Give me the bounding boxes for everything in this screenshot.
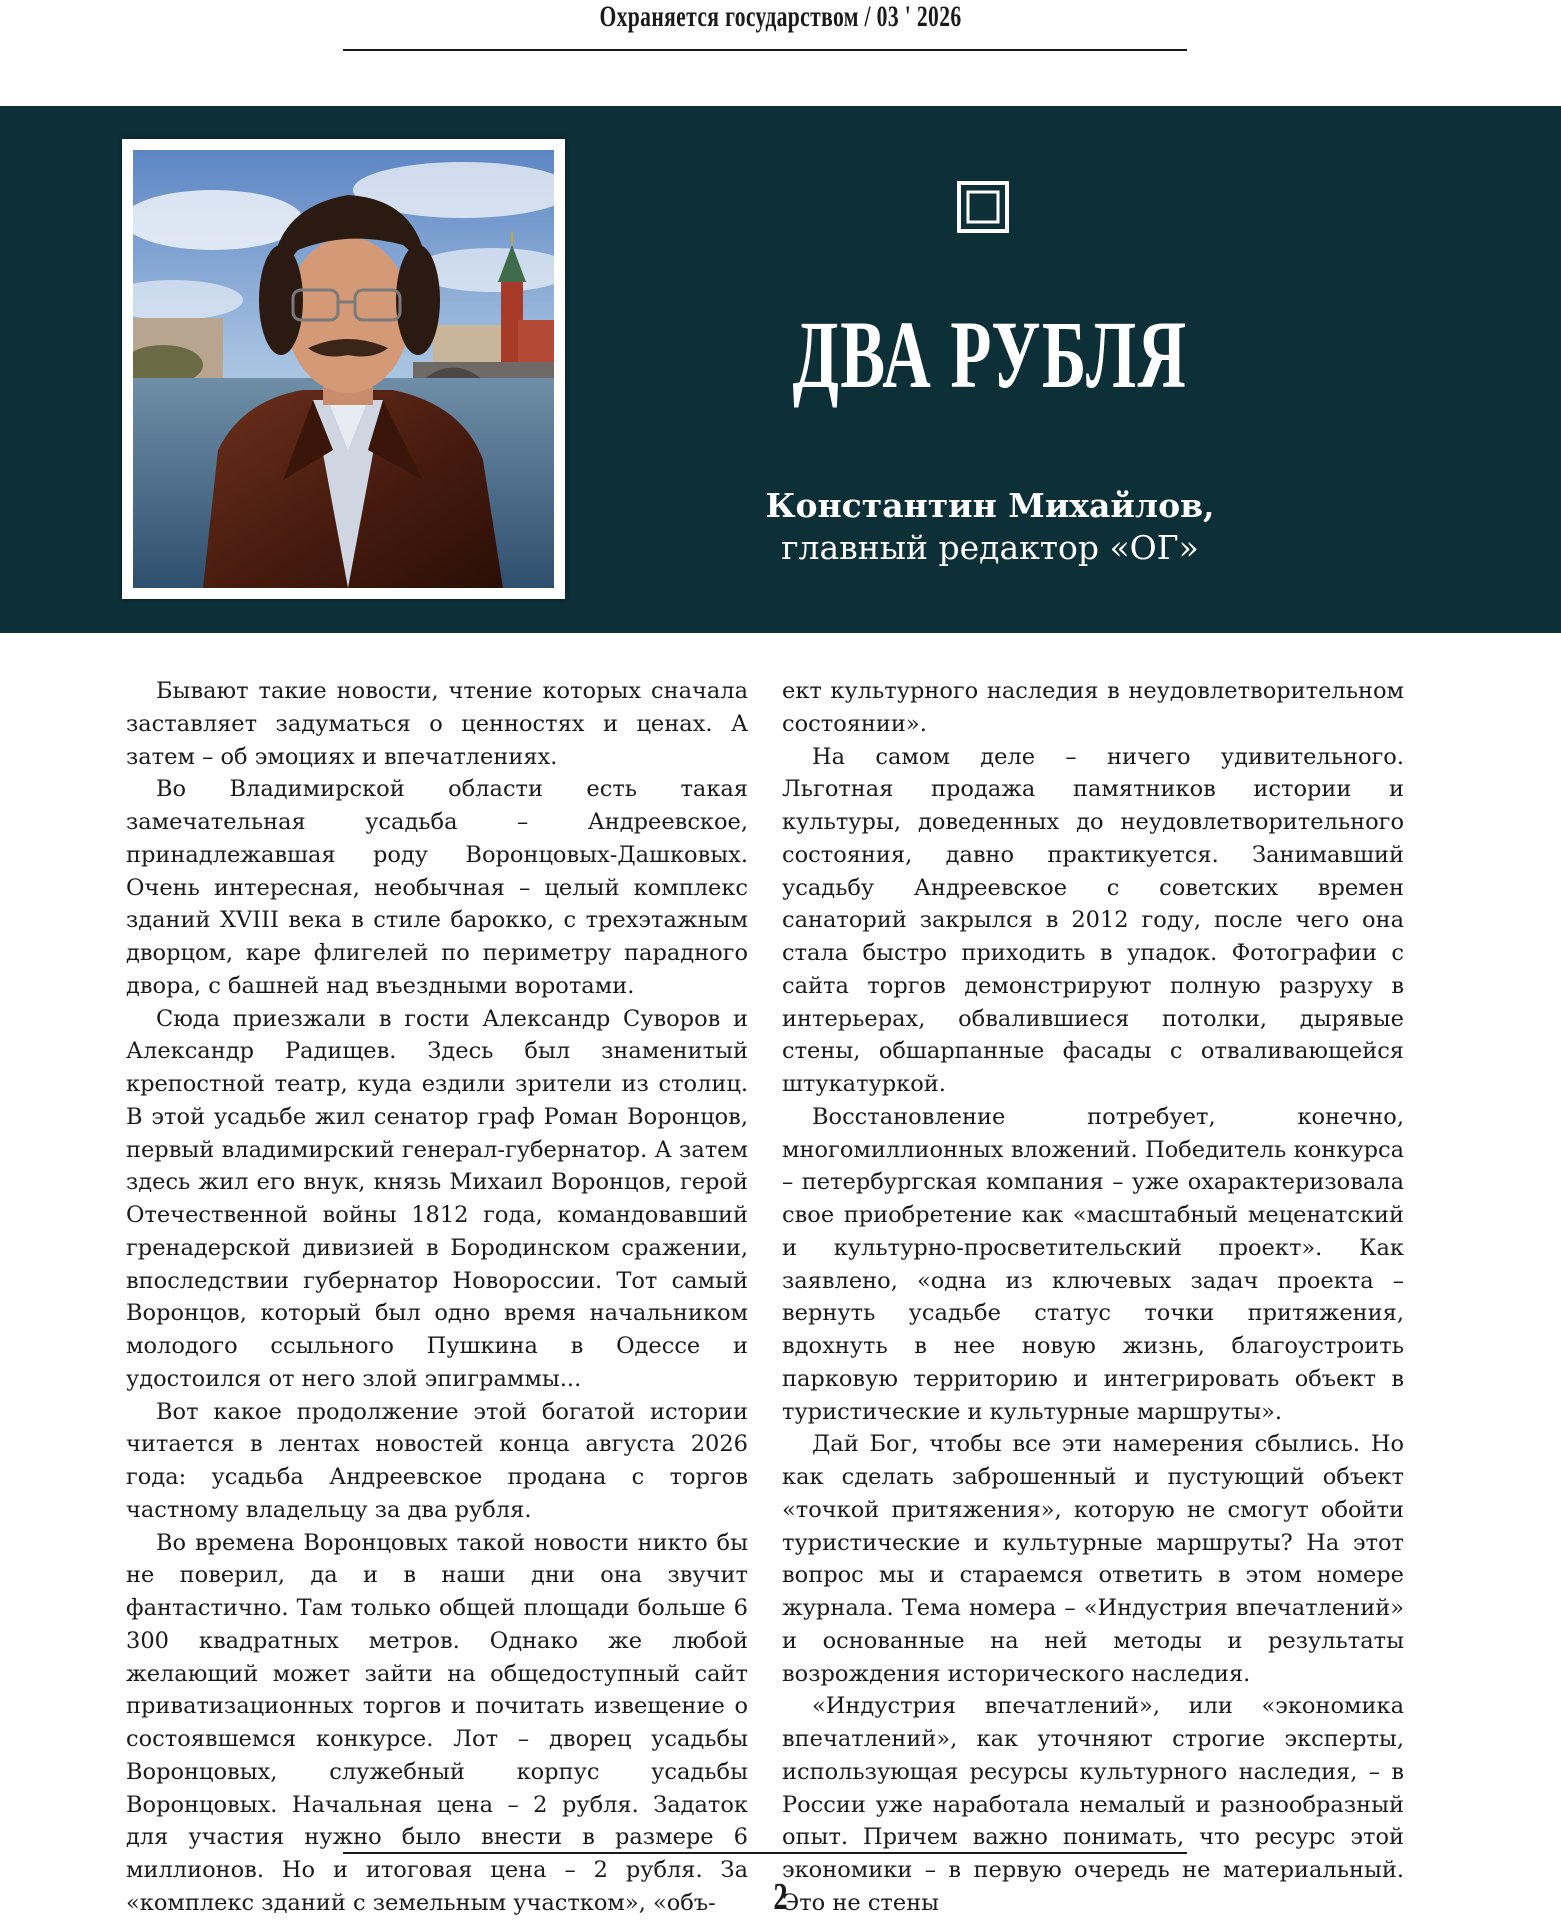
article-title: ДВА РУБЛЯ xyxy=(792,301,1188,408)
paragraph-continuation: ект культурного наследия в неудовлетворительном состоянии». xyxy=(782,678,1404,737)
article-column-left xyxy=(126,675,748,1920)
article-column-right xyxy=(782,675,1404,1920)
author-photo-frame xyxy=(122,139,565,599)
square-frame-icon xyxy=(957,181,1009,233)
author-name: Константин Михайлов, xyxy=(765,486,1215,525)
paragraph: Вот какое продолжение этой богатой истории читается в лентах новостей конца августа 2026 года: усадьба Андреевское продана с торгов частному владельцу за два рубля. xyxy=(126,1398,748,1523)
author-photo xyxy=(133,150,554,588)
author-role: главный редактор «ОГ» xyxy=(781,528,1199,567)
footer-rule xyxy=(343,1852,1187,1854)
running-head: Охраняется государством / 03 ' 2026 xyxy=(599,0,962,33)
paragraph: Во времена Воронцовых такой новости никто бы не поверил, да и в наши дни она звучит фантастично. Там только общей площади больше 6 300 квадратных метров. Однако же любой желающий может зайти на общедоступный сайт приватизационных торгов и почитать извещение о состоявшемся конкурсе. Лот – дворец усадьбы Воронцовых, служебный корпус усадьбы Воронцовых. Начальная цена – 2 рубля. Задаток для участия нужно было внести в размере 6 миллионов. Но и итоговая цена – 2 рубля. За «комплекс зданий с земельным участком», «объ- xyxy=(126,1529,748,1916)
paragraph: Сюда приезжали в гости Александр Суворов и Александр Радищев. Здесь был знаменитый крепостной театр, куда ездили зрители из столиц. В этой усадьбе жил сенатор граф Роман Воронцов, первый владимирский генерал-губернатор. А затем здесь жил его внук, князь Михаил Воронцов, герой Отечественной войны 1812 года, командовавший гренадерской дивизией в Бородинском сражении, впоследствии губернатор Новороссии. Тот самый Воронцов, который был одно время начальником молодого ссыльного Пушкина в Одессе и удостоился от него злой эпиграммы... xyxy=(126,1005,748,1392)
paragraph: Дай Бог, чтобы все эти намерения сбылись. Но как сделать заброшенный и пустующий объект «точкой притяжения», которую не смогут обойти туристические и культурные маршруты? На этот вопрос мы и стараемся ответить в этом номере журнала. Тема номера – «Индустрия впечатлений» и основанные на ней методы и результаты возрождения исторического наследия. xyxy=(782,1431,1404,1687)
header-rule xyxy=(343,49,1187,51)
paragraph: Бывают такие новости, чтение которых сначала заставляет задуматься о ценностях и ценах. А затем – об эмоциях и впечатлениях. xyxy=(126,678,748,770)
paragraph: На самом деле – ничего удивительного. Льготная продажа памятников истории и культуры, доведенных до неудовлетворительного состояния, давно практикуется. Занимавший усадьбу Андреевское с советских времен санаторий закрылся в 2012 году, после чего она стала быстро приходить в упадок. Фотографии с сайта торгов демонстрируют полную разруху в интерьерах, обвалившиеся потолки, дырявые стены, обшарпанные фасады с отваливающейся штукатуркой. xyxy=(782,743,1404,1097)
paragraph: Во Владимирской области есть такая замечательная усадьба – Андреевское, принадлежавшая роду Воронцовых-Дашковых. Очень интересная, необычная – целый комплекс зданий XVIII века в стиле барокко, с трехэтажным дворцом, каре флигелей по периметру парадного двора, с башней над въездными воротами. xyxy=(126,776,748,999)
page-number: 2 xyxy=(773,1876,788,1918)
paragraph: «Индустрия впечатлений», или «экономика впечатлений», как уточняют строгие эксперты, использующая ресурсы культурного наследия, – в России уже наработала немалый и разнообразный опыт. Причем важно понимать, что ресурс этой экономики – в первую очередь не материальный. Это не стены xyxy=(782,1693,1404,1916)
paragraph: Восстановление потребует, конечно, многомиллионных вложений. Победитель конкурса – петербургская компания – уже охарактеризовала свое приобретение как «масштабный меценатский и культурно-просветительский проект». Как заявлено, «одна из ключевых задач проекта – вернуть усадьбе статус точки притяжения, вдохнуть в нее новую жизнь, благоустроить парковую территорию и интегрировать объект в туристические и культурные маршруты». xyxy=(782,1103,1404,1425)
